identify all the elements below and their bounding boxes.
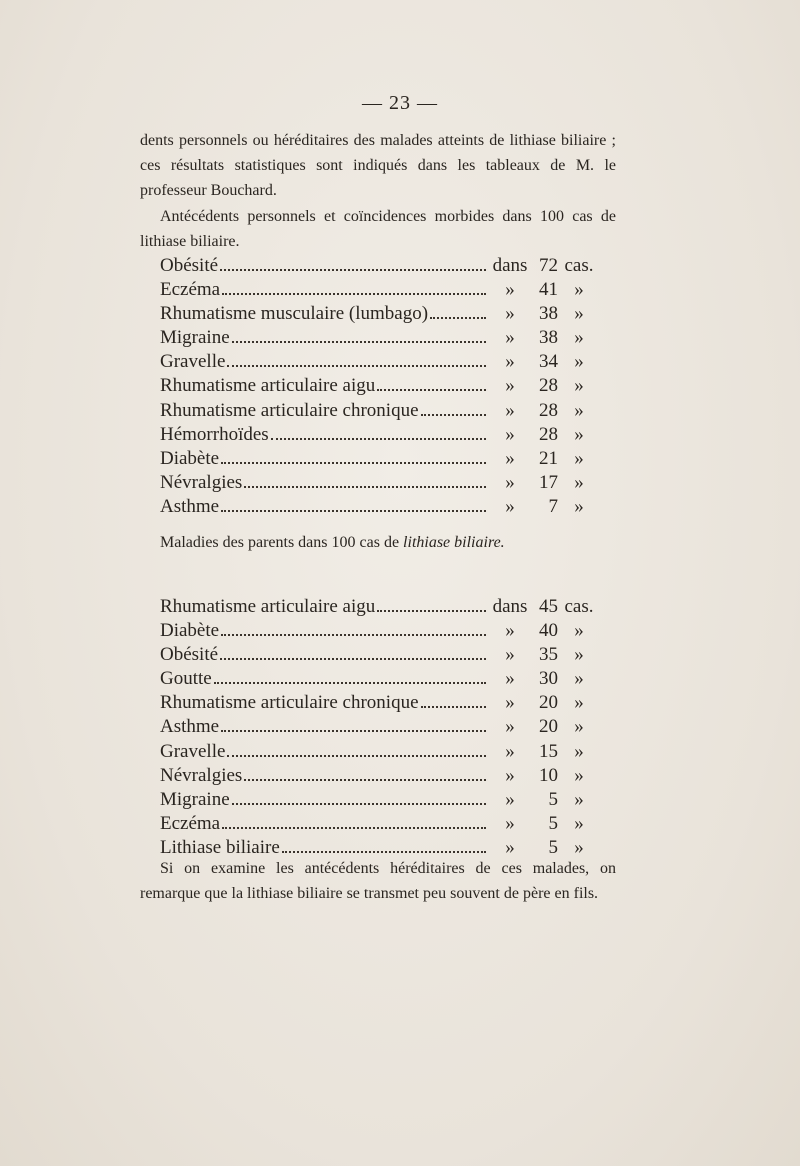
row-unit: » [574,423,584,445]
row-value: 7 [548,495,558,517]
row-marker: » [505,740,515,762]
row-marker: » [505,495,515,517]
row-label: Migraine [160,788,230,810]
row-label: Gravelle [160,740,226,762]
leader-dots [220,657,486,660]
row-marker: » [505,764,515,786]
table-row [160,813,600,837]
paragraph-conclusion: Si on examine les antécédents héréditaires de ces malades, on remarque que la lithiase biliaire se transmet peu souvent de père en fils. [140,860,616,902]
caption-italic: lithiase biliaire. [403,534,505,551]
table-row [160,620,600,644]
row-label: Névralgies [160,471,243,493]
table-row [160,668,600,692]
row-unit: » [574,836,584,858]
row-unit: » [574,692,584,714]
paragraph-intro: dents personnels ou héréditaires des malades atteints de lithiase biliaire ; ces résultats statistiques sont indiqués dans les tableaux de M. le professeur Bouchard. [140,132,616,199]
table-row [160,375,600,399]
row-value: 45 [539,596,558,617]
leader-dots [282,850,486,853]
row-value: 28 [539,375,558,397]
row-unit: » [574,375,584,397]
table-row [160,472,600,496]
row-value: 15 [539,740,558,762]
table-row [160,255,600,279]
caption-text: Maladies des parents dans 100 cas de [160,534,404,551]
row-label: Obésité [160,644,219,666]
table-row [160,448,600,472]
row-label: Rhumatisme articulaire chronique [160,692,419,714]
row-label: Asthme [160,716,220,738]
row-unit: » [574,471,584,493]
row-value: 21 [539,447,558,469]
row-value: 5 [548,812,558,834]
leader-dots [221,633,486,636]
table-parental-diseases [160,596,600,861]
row-label: Névralgies [160,764,243,786]
table-personal-antecedents [160,255,600,520]
table-row [160,644,600,668]
row-unit: » [574,620,584,642]
row-unit: » [574,495,584,517]
row-value: 38 [539,303,558,325]
table-row [160,327,600,351]
leader-dots [421,413,486,416]
row-marker: » [505,399,515,421]
leader-dots [221,729,486,732]
row-marker: » [505,692,515,714]
row-marker: » [505,620,515,642]
row-marker: » [505,471,515,493]
row-marker: » [505,351,515,373]
row-unit: » [574,644,584,666]
row-value: 20 [539,692,558,714]
table-row [160,789,600,813]
row-value: 41 [539,279,558,301]
leader-dots [221,509,486,512]
row-label: Eczéma [160,812,221,834]
row-value: 28 [539,423,558,445]
row-unit: » [574,764,584,786]
paragraph-table2-caption [140,530,616,555]
row-marker: » [505,279,515,301]
row-marker: » [505,716,515,738]
table-row [160,741,600,765]
row-marker: » [505,812,515,834]
row-marker: » [505,788,515,810]
row-unit: » [574,303,584,325]
row-label: Lithiase biliaire [160,836,280,858]
row-label: Rhumatisme articulaire aigu [160,375,376,397]
leader-dots [222,292,486,295]
table-row [160,716,600,740]
leader-dots [227,364,486,367]
row-marker: » [505,375,515,397]
row-value: 10 [539,764,558,786]
table-row [160,303,600,327]
leader-dots [271,437,486,440]
table-row [160,692,600,716]
table-row [160,351,600,375]
leader-dots [244,778,486,781]
table-row [160,596,600,620]
row-label: Goutte [160,668,212,690]
leader-dots [220,268,486,271]
row-label: Migraine [160,327,230,349]
row-unit: » [574,399,584,421]
row-unit: » [574,279,584,301]
row-label: Rhumatisme articulaire aigu [160,596,376,617]
row-marker: dans [492,255,528,276]
row-value: 35 [539,644,558,666]
row-marker: dans [492,596,528,617]
row-unit: » [574,716,584,738]
leader-dots [232,802,486,805]
row-unit: » [574,351,584,373]
row-unit: cas. [564,255,594,276]
row-value: 5 [548,836,558,858]
row-unit: » [574,740,584,762]
table-row [160,496,600,520]
row-marker: » [505,423,515,445]
leader-dots [232,340,486,343]
row-unit: » [574,327,584,349]
row-marker: » [505,836,515,858]
row-label: Gravelle [160,351,226,373]
row-unit: » [574,447,584,469]
row-value: 34 [539,351,558,373]
leader-dots [222,826,486,829]
row-marker: » [505,644,515,666]
row-value: 40 [539,620,558,642]
leader-dots [244,485,486,488]
row-value: 72 [539,255,558,276]
row-value: 5 [548,788,558,810]
row-label: Eczéma [160,279,221,301]
table-row [160,279,600,303]
leader-dots [221,461,486,464]
leader-dots [214,681,486,684]
row-value: 28 [539,399,558,421]
row-marker: » [505,447,515,469]
leader-dots [377,388,486,391]
row-value: 38 [539,327,558,349]
table-row [160,400,600,424]
table-row [160,765,600,789]
row-label: Rhumatisme articulaire chronique [160,399,419,421]
row-label: Diabète [160,620,220,642]
leader-dots [430,316,486,319]
leader-dots [421,705,486,708]
page-number: — 23 — [362,92,438,114]
row-value: 17 [539,471,558,493]
row-unit: » [574,668,584,690]
row-marker: » [505,668,515,690]
row-marker: » [505,327,515,349]
leader-dots [377,609,486,612]
paragraph-table1-caption: Antécédents personnels et coïncidences morbides dans 100 cas de lithiase biliaire. [140,208,616,250]
row-label: Rhumatisme musculaire (lumbago) [160,303,429,325]
row-label: Asthme [160,495,220,517]
row-label: Hémorrhoïdes [160,423,269,445]
row-unit: » [574,812,584,834]
row-label: Obésité [160,255,219,276]
row-value: 30 [539,668,558,690]
leader-dots [227,754,486,757]
row-value: 20 [539,716,558,738]
row-unit: » [574,788,584,810]
row-marker: » [505,303,515,325]
table-row [160,424,600,448]
row-label: Diabète [160,447,220,469]
row-unit: cas. [564,596,594,617]
